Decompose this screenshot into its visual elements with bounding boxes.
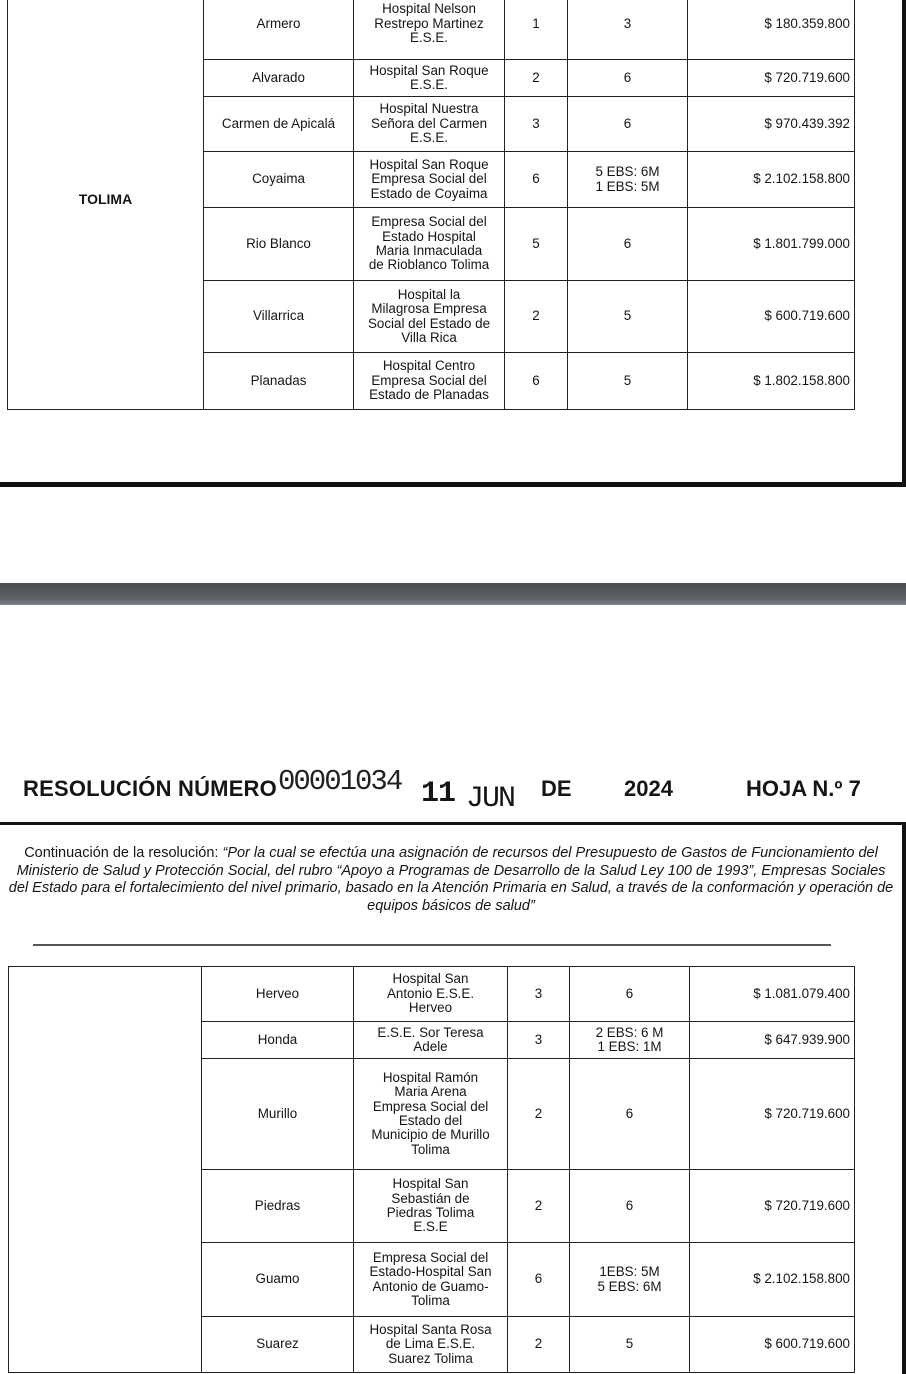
page-frame-bottom xyxy=(0,482,906,487)
table-row xyxy=(8,0,855,60)
continuation-paragraph xyxy=(6,845,896,915)
count-cell: 2 xyxy=(505,60,568,97)
resolution-title: RESOLUCIÓN NÚMERO xyxy=(23,776,277,801)
amount-cell: $ 720.719.600 xyxy=(690,1059,855,1170)
count-cell: 6 xyxy=(508,1243,570,1317)
municipality-cell: Piedras xyxy=(202,1170,354,1243)
municipality-cell: Herveo xyxy=(202,967,354,1022)
ebs-cell: 6 xyxy=(568,208,688,281)
municipality-cell: Honda xyxy=(202,1022,354,1059)
resolution-month: JUN xyxy=(466,782,515,816)
hospital-cell: Empresa Social del Estado-Hospital San Antonio de Guamo- Tolima xyxy=(354,1243,508,1317)
hospital-cell: Hospital Nuestra Señora del Carmen E.S.E. xyxy=(354,97,505,152)
separator-line xyxy=(33,944,831,946)
allocation-table xyxy=(8,966,855,1373)
count-cell: 3 xyxy=(508,967,570,1022)
amount-cell: $ 600.719.600 xyxy=(690,1317,855,1373)
hospital-cell: Hospital San Sebastián de Piedras Tolima E.S.E xyxy=(354,1170,508,1243)
ebs-cell: 6 xyxy=(570,1059,690,1170)
table-row xyxy=(9,967,855,1022)
amount-cell: $ 1.081.079.400 xyxy=(690,967,855,1022)
municipality-cell: Villarrica xyxy=(204,281,354,353)
count-cell: 3 xyxy=(508,1022,570,1059)
ebs-cell: 6 xyxy=(568,60,688,97)
count-cell: 5 xyxy=(505,208,568,281)
continuation-lead: Continuación de la resolución: xyxy=(24,845,223,861)
amount-cell: $ 970.439.392 xyxy=(688,97,855,152)
amount-cell: $ 180.359.800 xyxy=(688,0,855,60)
ebs-cell: 6 xyxy=(570,1170,690,1243)
count-cell: 6 xyxy=(505,152,568,208)
amount-cell: $ 2.102.158.800 xyxy=(688,152,855,208)
municipality-cell: Carmen de Apicalá xyxy=(204,97,354,152)
document-page-previous xyxy=(0,0,906,500)
municipality-cell: Rio Blanco xyxy=(204,208,354,281)
municipality-cell: Guamo xyxy=(202,1243,354,1317)
hospital-cell: Hospital Santa Rosa de Lima E.S.E. Suarez Tolima xyxy=(354,1317,508,1373)
count-cell: 1 xyxy=(505,0,568,60)
hospital-cell: Hospital San Roque E.S.E. xyxy=(354,60,505,97)
hospital-cell: E.S.E. Sor Teresa Adele xyxy=(354,1022,508,1059)
ebs-cell: 2 EBS: 6 M 1 EBS: 1M xyxy=(570,1022,690,1059)
resolution-header xyxy=(0,760,906,820)
amount-cell: $ 720.719.600 xyxy=(688,60,855,97)
hospital-cell: Hospital Ramón Maria Arena Empresa Social del Estado del Municipio de Murillo Tolima xyxy=(354,1059,508,1170)
count-cell: 2 xyxy=(508,1059,570,1170)
ebs-cell: 1EBS: 5M 5 EBS: 6M xyxy=(570,1243,690,1317)
resolution-de-label: DE xyxy=(541,776,572,801)
hospital-cell: Hospital San Roque Empresa Social del Estado de Coyaima xyxy=(354,152,505,208)
department-cell: TOLIMA xyxy=(8,0,204,410)
amount-cell: $ 647.939.900 xyxy=(690,1022,855,1059)
municipality-cell: Suarez xyxy=(202,1317,354,1373)
municipality-cell: Coyaima xyxy=(204,152,354,208)
ebs-cell: 5 xyxy=(570,1317,690,1373)
ebs-cell: 6 xyxy=(570,967,690,1022)
hospital-cell: Hospital San Antonio E.S.E. Herveo xyxy=(354,967,508,1022)
department-cell xyxy=(9,967,202,1373)
page-frame-top xyxy=(0,822,906,825)
hospital-cell: Empresa Social del Estado Hospital Maria Inmaculada de Rioblanco Tolima xyxy=(354,208,505,281)
municipality-cell: Murillo xyxy=(202,1059,354,1170)
count-cell: 2 xyxy=(508,1317,570,1373)
page-number: HOJA N.º 7 xyxy=(746,776,861,801)
amount-cell: $ 720.719.600 xyxy=(690,1170,855,1243)
amount-cell: $ 1.801.799.000 xyxy=(688,208,855,281)
hospital-cell: Hospital la Milagrosa Empresa Social del Estado de Villa Rica xyxy=(354,281,505,353)
ebs-cell: 6 xyxy=(568,97,688,152)
count-cell: 2 xyxy=(505,281,568,353)
ebs-cell: 5 EBS: 6M 1 EBS: 5M xyxy=(568,152,688,208)
amount-cell: $ 1.802.158.800 xyxy=(688,353,855,410)
amount-cell: $ 600.719.600 xyxy=(688,281,855,353)
hospital-cell: Hospital Nelson Restrepo Martinez E.S.E. xyxy=(354,0,505,60)
page-frame-right xyxy=(902,822,906,1374)
count-cell: 2 xyxy=(508,1170,570,1243)
hospital-cell: Hospital Centro Empresa Social del Estado de Planadas xyxy=(354,353,505,410)
municipality-cell: Armero xyxy=(204,0,354,60)
count-cell: 6 xyxy=(505,353,568,410)
allocation-table-previous xyxy=(7,0,855,410)
page-frame-right xyxy=(902,0,906,487)
amount-cell: $ 2.102.158.800 xyxy=(690,1243,855,1317)
resolution-day: 11 xyxy=(421,777,456,811)
ebs-cell: 5 xyxy=(568,353,688,410)
count-cell: 3 xyxy=(505,97,568,152)
resolution-number: 00001034 xyxy=(278,765,402,798)
resolution-year: 2024 xyxy=(624,776,673,801)
municipality-cell: Alvarado xyxy=(204,60,354,97)
ebs-cell: 5 xyxy=(568,281,688,353)
municipality-cell: Planadas xyxy=(204,353,354,410)
ebs-cell: 3 xyxy=(568,0,688,60)
continuation-text: “Por la cual se efectúa una asignación de recursos del Presupuesto de Gastos de Funcionamiento del Ministerio de Salud y Protección Social, del rubro “Apoyo a Programas de Desarrollo de la Salud Ley 100 de 1993”, Empresas Sociales del Estado para el fortalecimiento del nivel primario, basado en la Atención Primaria en Salud, a través de la conformación y operación de equipos básicos de salud” xyxy=(8,845,894,914)
page-divider xyxy=(0,583,906,605)
